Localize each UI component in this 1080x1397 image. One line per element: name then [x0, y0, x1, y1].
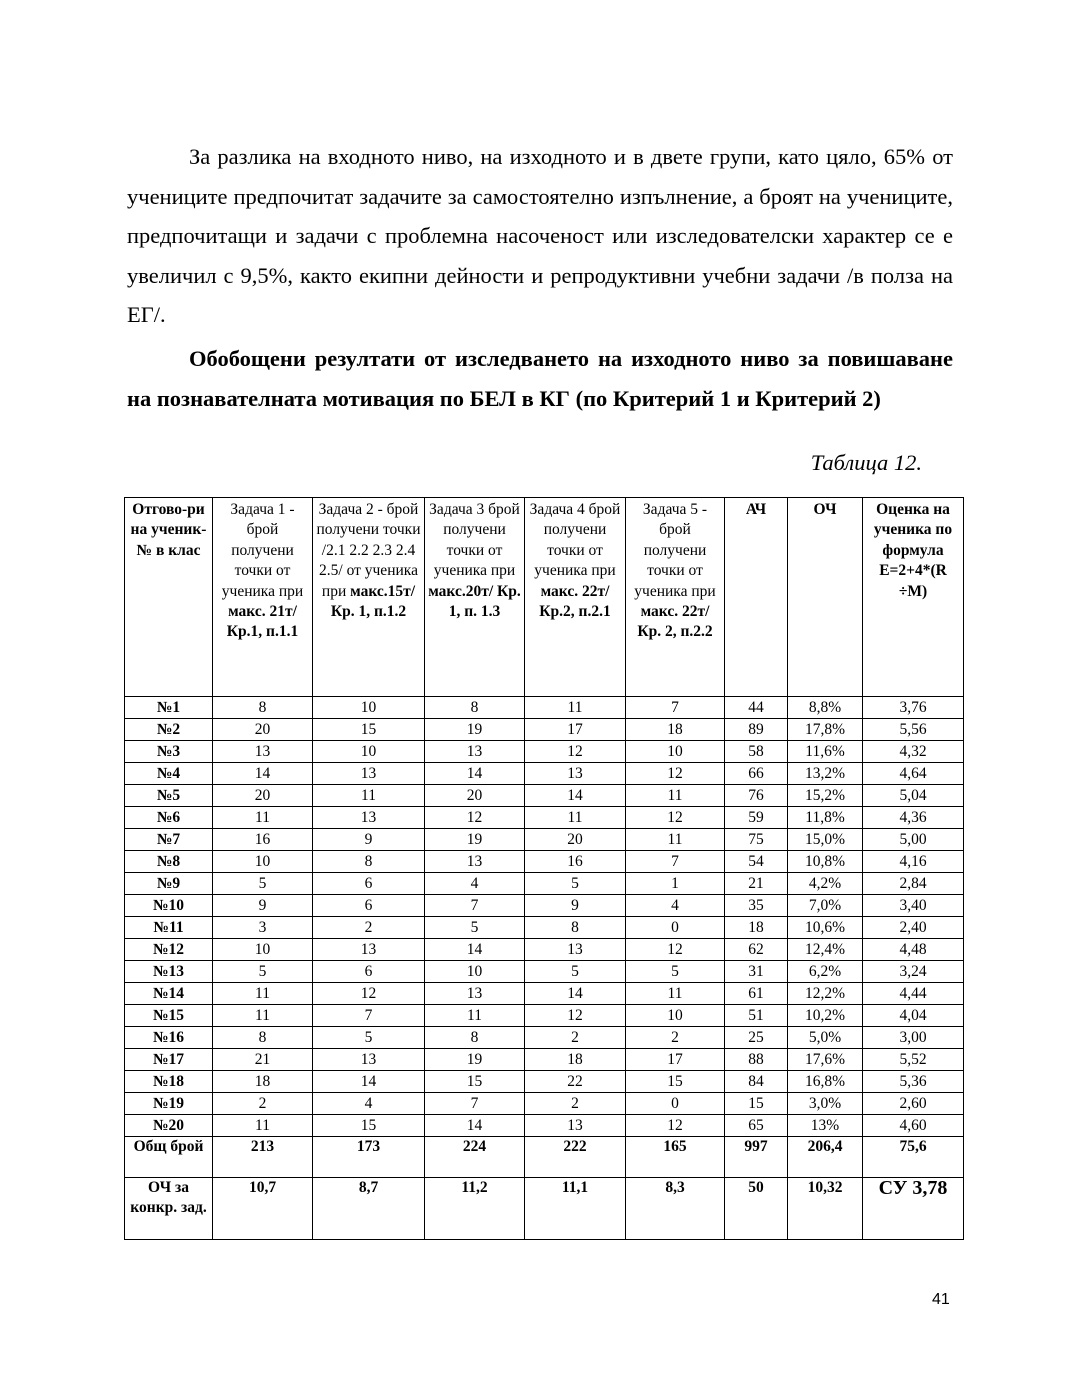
table-cell: 11,8%	[788, 807, 863, 829]
table-cell: 5,56	[863, 719, 964, 741]
table-cell: 75,6	[863, 1137, 964, 1178]
table-cell: 11	[213, 1005, 313, 1027]
table-cell: 7	[626, 851, 725, 873]
table-cell: 2	[525, 1093, 626, 1115]
table-cell: 25	[725, 1027, 788, 1049]
table-cell: 54	[725, 851, 788, 873]
table-cell: 11,6%	[788, 741, 863, 763]
table-row	[125, 807, 964, 829]
column-header-text: Задача 4 брой получени точки от ученика при	[529, 501, 621, 580]
table-cell: 5	[213, 961, 313, 983]
table-cell: 2,84	[863, 873, 964, 895]
table-cell: 12	[626, 763, 725, 785]
row-label: №2	[125, 719, 213, 741]
row-label: №3	[125, 741, 213, 763]
table-cell: 7	[425, 1093, 525, 1115]
table-row	[125, 851, 964, 873]
column-header-bold: АЧ	[745, 501, 767, 518]
table-row	[125, 741, 964, 763]
table-cell: 4	[626, 895, 725, 917]
table-cell: 35	[725, 895, 788, 917]
table-cell: 11	[626, 983, 725, 1005]
table-cell: 13%	[788, 1115, 863, 1137]
table-cell: 14	[525, 785, 626, 807]
row-label: Общ брой	[125, 1137, 213, 1178]
table-row	[125, 1071, 964, 1093]
table-row	[125, 917, 964, 939]
column-header	[725, 498, 788, 697]
column-header-bold: макс. 21т/ Кр.1, п.1.1	[226, 603, 299, 641]
table-cell: 5,36	[863, 1071, 964, 1093]
table-cell: 14	[425, 1115, 525, 1137]
table-cell: 7,0%	[788, 895, 863, 917]
table-cell: 5	[626, 961, 725, 983]
table-row	[125, 719, 964, 741]
intro-paragraph: За разлика на входното ниво, на изходното и в двете групи, като цяло, 65% от учениците предпочитат задачите за самостоятелно изпълнение, а броят на учениците, предпочитащи и задачи с проблемна насоченост или изследователски характер се е увеличил с 9,5%, както екипни дейности и репродуктивни учебни задачи /в полза на ЕГ/.	[127, 144, 953, 327]
table-cell: 13	[213, 741, 313, 763]
table-cell: 59	[725, 807, 788, 829]
table-cell: 2,60	[863, 1093, 964, 1115]
table-cell: 8	[525, 917, 626, 939]
row-label: №13	[125, 961, 213, 983]
table-cell: 10	[213, 851, 313, 873]
table-row	[125, 1178, 964, 1240]
table-cell: 13	[525, 763, 626, 785]
table-cell: 31	[725, 961, 788, 983]
table-cell: 11	[525, 807, 626, 829]
table-cell: 5,0%	[788, 1027, 863, 1049]
table-cell: 11,1	[525, 1178, 626, 1240]
table-cell: 16	[213, 829, 313, 851]
table-cell: 2	[313, 917, 425, 939]
table-cell: 20	[525, 829, 626, 851]
table-row	[125, 1115, 964, 1137]
table-cell: 6	[313, 873, 425, 895]
table-cell: 12,2%	[788, 983, 863, 1005]
table-cell: 8,8%	[788, 697, 863, 719]
column-header-bold: Оценка на ученика по формула Е=2+4*(R ÷М)	[873, 501, 953, 600]
table-cell: 18	[525, 1049, 626, 1071]
table-cell: 4	[313, 1093, 425, 1115]
table-cell: 17	[626, 1049, 725, 1071]
table-cell: 2	[213, 1093, 313, 1115]
table-cell: 10,7	[213, 1178, 313, 1240]
table-cell: 165	[626, 1137, 725, 1178]
row-label: №9	[125, 873, 213, 895]
table-cell: 8,3	[626, 1178, 725, 1240]
table-row	[125, 1005, 964, 1027]
table-cell: 13	[425, 851, 525, 873]
row-label: №1	[125, 697, 213, 719]
table-cell: 15,0%	[788, 829, 863, 851]
table-row	[125, 1027, 964, 1049]
table-cell: 22	[525, 1071, 626, 1093]
table-cell: 12	[425, 807, 525, 829]
table-cell: 89	[725, 719, 788, 741]
table-cell: 10,6%	[788, 917, 863, 939]
table-row	[125, 961, 964, 983]
table-cell: 4,16	[863, 851, 964, 873]
table-cell: 20	[213, 719, 313, 741]
row-label: №5	[125, 785, 213, 807]
column-header	[313, 498, 425, 697]
table-cell: 4,36	[863, 807, 964, 829]
row-label: №11	[125, 917, 213, 939]
column-header	[425, 498, 525, 697]
column-header	[213, 498, 313, 697]
table-cell: 4,32	[863, 741, 964, 763]
table-cell: 16	[525, 851, 626, 873]
table-cell: 3	[213, 917, 313, 939]
table-caption: Таблица 12.	[810, 450, 922, 475]
table-cell: 8	[213, 697, 313, 719]
table-cell: 5,52	[863, 1049, 964, 1071]
table-cell: 12	[626, 807, 725, 829]
table-cell: 19	[425, 829, 525, 851]
table-cell: 213	[213, 1137, 313, 1178]
table-cell: 20	[425, 785, 525, 807]
table-cell: 7	[626, 697, 725, 719]
table-row	[125, 983, 964, 1005]
table-cell: 14	[425, 939, 525, 961]
table-cell: 8	[213, 1027, 313, 1049]
table-cell: СУ 3,78	[863, 1178, 964, 1240]
table-cell: 18	[725, 917, 788, 939]
row-label: №4	[125, 763, 213, 785]
table-row	[125, 697, 964, 719]
column-header	[863, 498, 964, 697]
table-cell: 18	[213, 1071, 313, 1093]
row-label: №10	[125, 895, 213, 917]
table-cell: 3,24	[863, 961, 964, 983]
column-header-bold: макс. 22т/ Кр.2, п.2.1	[539, 582, 611, 621]
section-heading: Обобощени резултати от изследването на изходното ниво за повишаване на познавателната мотивация по БЕЛ в КГ (по Критерий 1 и Критерий 2)	[127, 346, 953, 411]
table-cell: 12	[626, 939, 725, 961]
table-cell: 7	[425, 895, 525, 917]
table-cell: 17,8%	[788, 719, 863, 741]
column-header-bold: макс.20т/ Кр. 1, п. 1.3	[428, 582, 521, 621]
table-cell: 5	[425, 917, 525, 939]
row-label: №17	[125, 1049, 213, 1071]
table-cell: 65	[725, 1115, 788, 1137]
row-label: №19	[125, 1093, 213, 1115]
table-cell: 10	[626, 1005, 725, 1027]
table-cell: 5	[525, 873, 626, 895]
table-cell: 75	[725, 829, 788, 851]
table-cell: 3,76	[863, 697, 964, 719]
table-cell: 10	[313, 741, 425, 763]
table-cell: 14	[313, 1071, 425, 1093]
table-cell: 18	[626, 719, 725, 741]
column-header	[125, 498, 213, 697]
row-label: №18	[125, 1071, 213, 1093]
table-cell: 4,44	[863, 983, 964, 1005]
table-cell: 44	[725, 697, 788, 719]
column-header	[626, 498, 725, 697]
table-cell: 13	[425, 741, 525, 763]
table-cell: 11	[626, 829, 725, 851]
table-cell: 10	[313, 697, 425, 719]
column-header-bold: макс.15т/ Кр. 1, п.1.2	[330, 582, 416, 621]
table-cell: 12	[525, 741, 626, 763]
table-cell: 13	[313, 1049, 425, 1071]
table-cell: 9	[213, 895, 313, 917]
table-cell: 11,2	[425, 1178, 525, 1240]
table-cell: 3,00	[863, 1027, 964, 1049]
row-label: №16	[125, 1027, 213, 1049]
table-header-row	[125, 498, 964, 697]
table-cell: 21	[213, 1049, 313, 1071]
table-cell: 9	[313, 829, 425, 851]
table-cell: 58	[725, 741, 788, 763]
table-cell: 7	[313, 1005, 425, 1027]
table-cell: 4	[425, 873, 525, 895]
table-cell: 13	[313, 807, 425, 829]
table-cell: 17	[525, 719, 626, 741]
table-cell: 6,2%	[788, 961, 863, 983]
table-cell: 15	[313, 1115, 425, 1137]
table-cell: 2	[626, 1027, 725, 1049]
table-cell: 5	[525, 961, 626, 983]
table-cell: 6	[313, 961, 425, 983]
table-cell: 222	[525, 1137, 626, 1178]
column-header-bold: макс. 22т/ Кр. 2, п.2.2	[637, 603, 713, 641]
table-cell: 88	[725, 1049, 788, 1071]
table-cell: 13,2%	[788, 763, 863, 785]
table-cell: 16,8%	[788, 1071, 863, 1093]
table-cell: 206,4	[788, 1137, 863, 1178]
table-cell: 50	[725, 1178, 788, 1240]
table-cell: 19	[425, 719, 525, 741]
column-header-text: Задача 1 - брой получени точки от ученика при	[221, 501, 304, 600]
table-cell: 15	[725, 1093, 788, 1115]
table-cell: 15	[313, 719, 425, 741]
table-cell: 3,40	[863, 895, 964, 917]
row-label: ОЧ за конкр. зад.	[125, 1178, 213, 1240]
table-cell: 2,40	[863, 917, 964, 939]
table-cell: 6	[313, 895, 425, 917]
table-cell: 4,04	[863, 1005, 964, 1027]
table-cell: 11	[626, 785, 725, 807]
table-cell: 10,32	[788, 1178, 863, 1240]
page-number: 41	[932, 1291, 950, 1308]
column-header-bold: Отгово-ри на ученик-№ в клас	[130, 501, 207, 559]
table-cell: 5,04	[863, 785, 964, 807]
column-header-text: Задача 3 брой получени точки от ученика при	[429, 501, 520, 580]
table-cell: 173	[313, 1137, 425, 1178]
table-cell: 13	[425, 983, 525, 1005]
table-cell: 9	[525, 895, 626, 917]
table-cell: 12	[525, 1005, 626, 1027]
row-label: №20	[125, 1115, 213, 1137]
table-cell: 0	[626, 1093, 725, 1115]
row-label: №14	[125, 983, 213, 1005]
table-row	[125, 1049, 964, 1071]
table-cell: 13	[525, 939, 626, 961]
table-cell: 15	[626, 1071, 725, 1093]
table-cell: 17,6%	[788, 1049, 863, 1071]
table-cell: 1	[626, 873, 725, 895]
table-cell: 76	[725, 785, 788, 807]
table-cell: 4,60	[863, 1115, 964, 1137]
table-cell: 224	[425, 1137, 525, 1178]
row-label: №12	[125, 939, 213, 961]
table-cell: 14	[525, 983, 626, 1005]
table-cell: 15	[425, 1071, 525, 1093]
row-label: №6	[125, 807, 213, 829]
column-header-text: Задача 5 - брой получени точки от ученика при	[634, 501, 716, 600]
table-cell: 13	[313, 939, 425, 961]
table-cell: 11	[525, 697, 626, 719]
table-cell: 51	[725, 1005, 788, 1027]
table-cell: 11	[213, 1115, 313, 1137]
column-header-bold: ОЧ	[813, 501, 837, 518]
table-cell: 4,2%	[788, 873, 863, 895]
column-header-text: Задача 2 - брой получени точки /2.1 2.2 2.3 2.4 2.5/ от ученика при	[316, 501, 421, 600]
table-row	[125, 1093, 964, 1115]
table-cell: 12,4%	[788, 939, 863, 961]
table-cell: 5	[313, 1027, 425, 1049]
table-row	[125, 763, 964, 785]
table-row	[125, 829, 964, 851]
table-cell: 8	[425, 697, 525, 719]
table-cell: 15,2%	[788, 785, 863, 807]
table-cell: 14	[213, 763, 313, 785]
table-cell: 10	[626, 741, 725, 763]
table-cell: 21	[725, 873, 788, 895]
table-cell: 0	[626, 917, 725, 939]
row-label: №7	[125, 829, 213, 851]
table-cell: 10,2%	[788, 1005, 863, 1027]
table-cell: 4,48	[863, 939, 964, 961]
table-cell: 11	[213, 983, 313, 1005]
table-cell: 13	[525, 1115, 626, 1137]
table-body	[125, 697, 964, 1240]
table-row	[125, 873, 964, 895]
table-cell: 66	[725, 763, 788, 785]
table-cell: 8	[425, 1027, 525, 1049]
table-cell: 997	[725, 1137, 788, 1178]
row-label: №8	[125, 851, 213, 873]
table-cell: 4,64	[863, 763, 964, 785]
column-header	[788, 498, 863, 697]
table-cell: 84	[725, 1071, 788, 1093]
results-table	[124, 497, 964, 1240]
table-cell: 11	[213, 807, 313, 829]
table-cell: 5,00	[863, 829, 964, 851]
table-cell: 2	[525, 1027, 626, 1049]
table-row	[125, 895, 964, 917]
table-cell: 62	[725, 939, 788, 961]
table-cell: 12	[626, 1115, 725, 1137]
table-cell: 11	[425, 1005, 525, 1027]
table-cell: 11	[313, 785, 425, 807]
table-cell: 13	[313, 763, 425, 785]
table-row	[125, 1137, 964, 1178]
table-cell: 8,7	[313, 1178, 425, 1240]
table-cell: 3,0%	[788, 1093, 863, 1115]
table-cell: 8	[313, 851, 425, 873]
column-header	[525, 498, 626, 697]
table-cell: 14	[425, 763, 525, 785]
table-cell: 61	[725, 983, 788, 1005]
table-row	[125, 785, 964, 807]
table-cell: 10	[213, 939, 313, 961]
table-cell: 5	[213, 873, 313, 895]
table-cell: 12	[313, 983, 425, 1005]
table-cell: 20	[213, 785, 313, 807]
table-cell: 10	[425, 961, 525, 983]
row-label: №15	[125, 1005, 213, 1027]
table-row	[125, 939, 964, 961]
table-cell: 10,8%	[788, 851, 863, 873]
table-cell: 19	[425, 1049, 525, 1071]
